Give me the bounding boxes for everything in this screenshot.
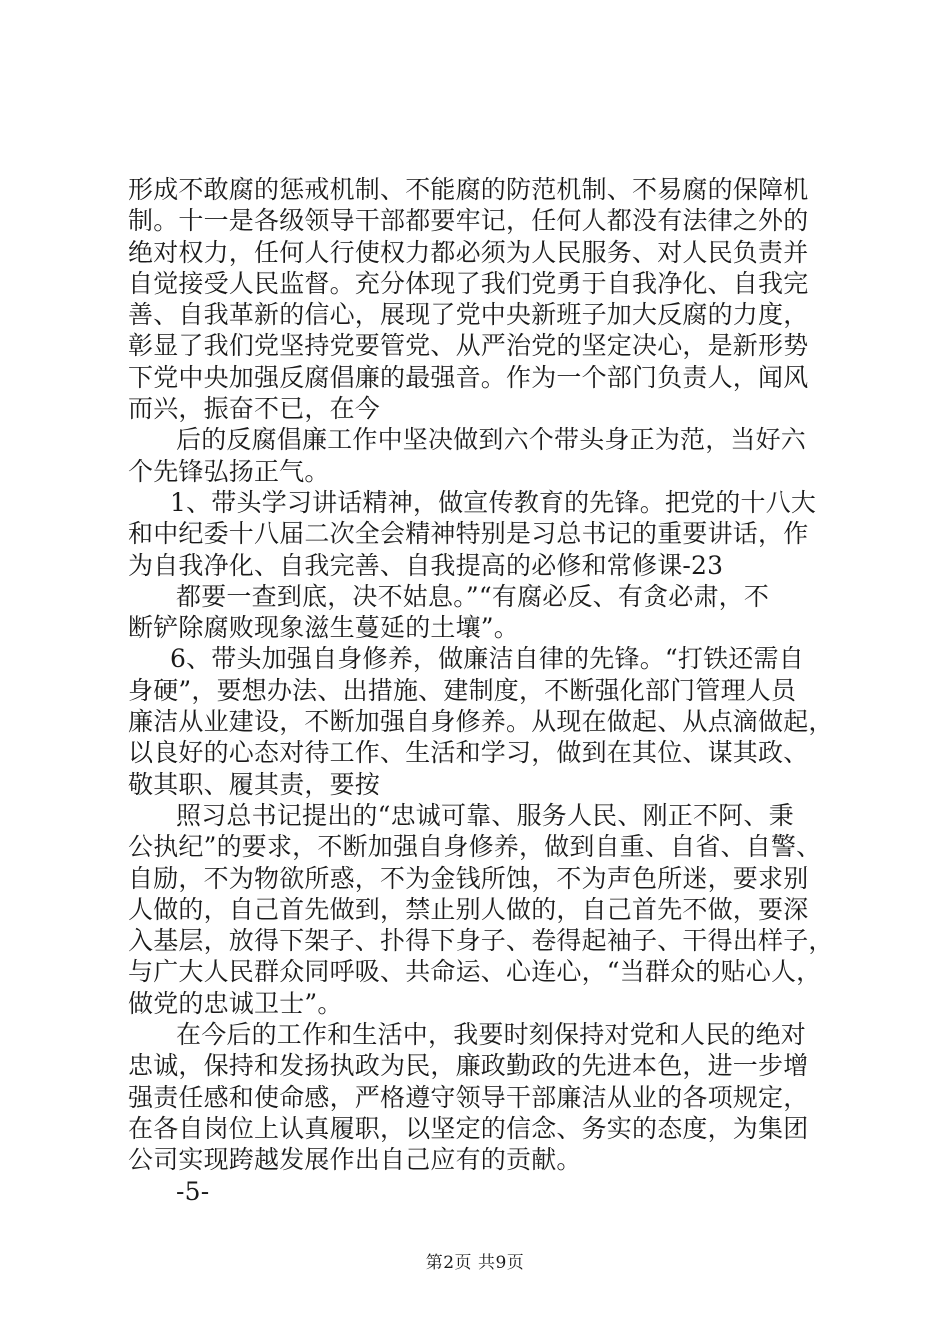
text-line: 形成不敢腐的惩戒机制、不能腐的防范机制、不易腐的保障机	[128, 175, 809, 204]
text-line: 廉洁从业建设，不断加强自身修养。从现在做起、从点滴做起，	[128, 707, 834, 737]
text-line: 后的反腐倡廉工作中坚决做到六个带头身正为范，当好六	[176, 425, 807, 455]
text-line: 在各自岗位上认真履职，以坚定的信念、务实的态度，为集团	[128, 1113, 809, 1143]
text-line: 忠诚，保持和发扬执政为民，廉政勤政的先进本色，进一步增	[128, 1051, 809, 1081]
text-line: 人做的，自己首先做到，禁止别人做的，自己首先不做，要深	[128, 894, 809, 924]
text-line: 身硬”，要想办法、出措施、建制度，不断强化部门管理人员	[128, 675, 797, 705]
text-line: 断铲除腐败现象滋生蔓延的土壤”。	[128, 613, 519, 643]
text-line: 敬其职、履其责，要按	[128, 769, 381, 799]
page-number-label: 第2页 共9页	[425, 1253, 525, 1273]
page-footer	[0, 1248, 950, 1273]
text-line: 做党的忠诚卫士”。	[128, 988, 343, 1018]
text-line: 个先锋弘扬正气。	[128, 456, 330, 486]
text-line: 制。十一是各级领导干部都要牢记，任何人都没有法律之外的	[128, 206, 809, 236]
text-line: 照习总书记提出的“忠诚可靠、服务人民、刚正不阿、秉	[176, 800, 794, 830]
text-line: 下党中央加强反腐倡廉的最强音。作为一个部门负责人，闻风	[128, 362, 809, 392]
text-line: 在今后的工作和生活中，我要时刻保持对党和人民的绝对	[176, 1020, 807, 1050]
text-line: 自励，不为物欲所惑，不为金钱所蚀，不为声色所迷，要求别	[128, 863, 809, 893]
page-marker: -5-	[176, 1176, 210, 1206]
text-line: 为自我净化、自我完善、自我提高的必修和常修课-23	[128, 550, 724, 580]
text-line: 善、自我革新的信心，展现了党中央新班子加大反腐的力度，	[128, 300, 809, 330]
text-line: 1、带头学习讲话精神，做宣传教育的先锋。把党的十八大	[170, 487, 817, 517]
text-line: 入基层，放得下架子、扑得下身子、卷得起袖子、干得出样子，	[128, 926, 834, 956]
text-line: 与广大人民群众同呼吸、共命运、心连心，“当群众的贴心人，	[128, 957, 822, 987]
text-line: 公司实现跨越发展作出自己应有的贡献。	[128, 1145, 582, 1175]
text-line: 6、带头加强自身修养，做廉洁自律的先锋。“打铁还需自	[170, 644, 804, 674]
text-line: 绝对权力，任何人行使权力都必须为人民服务、对人民负责并	[128, 237, 809, 267]
text-line: 自觉接受人民监督。充分体现了我们党勇于自我净化、自我完	[128, 268, 809, 298]
text-line: 公执纪”的要求，不断加强自身修养，做到自重、自省、自警、	[128, 832, 822, 862]
text-line: 以良好的心态对待工作、生活和学习，做到在其位、谋其政、	[128, 738, 809, 768]
text-line: 和中纪委十八届二次全会精神特别是习总书记的重要讲话，作	[128, 519, 809, 549]
document-body	[128, 174, 838, 1207]
text-line: 都要一查到底，决不姑息。”“有腐必反、有贪必肃，不	[176, 581, 770, 611]
text-line: 而兴，振奋不已，在今	[128, 394, 381, 424]
text-line: 强责任感和使命感，严格遵守领导干部廉洁从业的各项规定，	[128, 1082, 809, 1112]
text-line: 彰显了我们党坚持党要管党、从严治党的坚定决心，是新形势	[128, 331, 809, 361]
